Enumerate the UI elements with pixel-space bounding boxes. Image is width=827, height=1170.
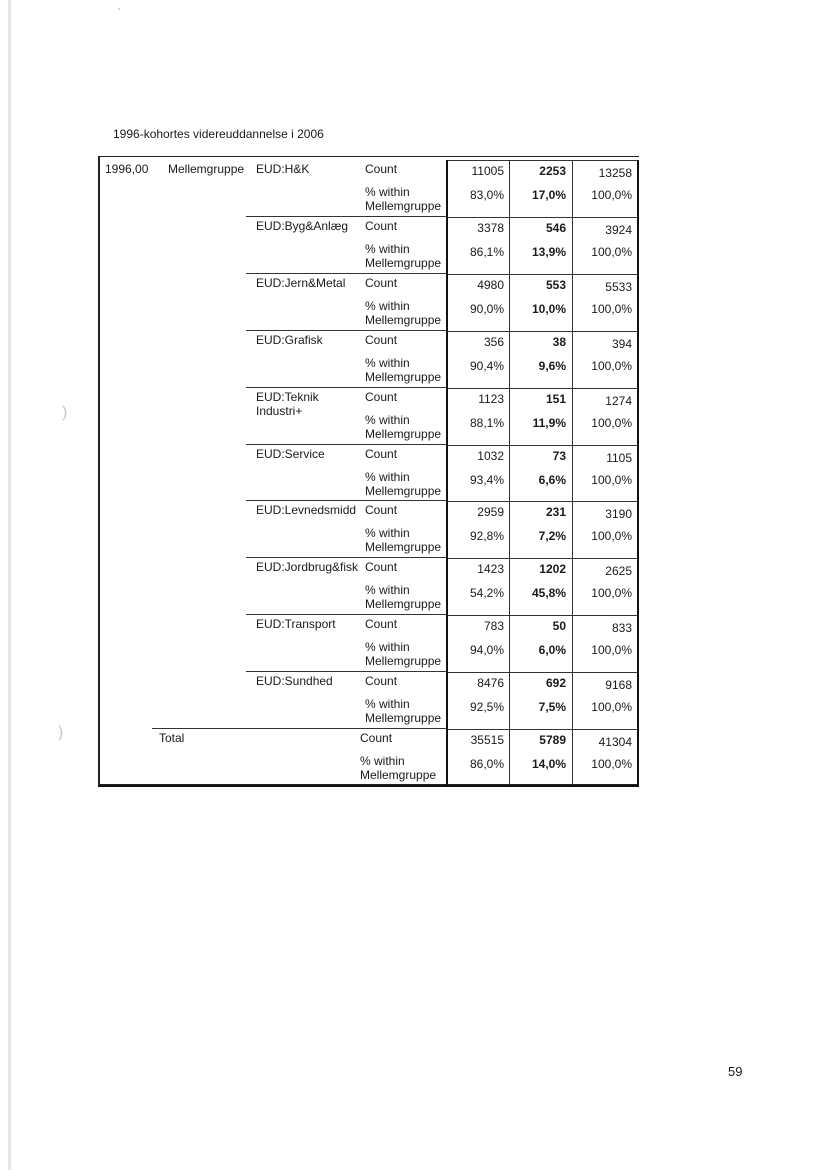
count-value: 9168	[605, 678, 632, 693]
count-value: 11005	[471, 164, 504, 178]
row-variable-label: 1996,00	[105, 162, 149, 176]
count-label: Count	[365, 389, 398, 404]
count-value: 3190	[605, 507, 632, 522]
pct-label: % within	[365, 412, 410, 427]
pct-value: 100,0%	[591, 643, 632, 658]
group-name: EUD:H&K	[256, 162, 310, 176]
count-value: 553	[545, 277, 566, 292]
row-separator	[246, 500, 446, 501]
count-label: Count	[365, 162, 398, 176]
value-column-border	[572, 160, 573, 786]
pct-value: 86,0%	[469, 757, 504, 771]
scan-mark: )	[58, 724, 64, 741]
count-value: 1032	[477, 448, 504, 463]
value-block-top	[446, 672, 638, 673]
count-value: 231	[545, 505, 566, 520]
count-label: Count	[365, 275, 398, 290]
pct-label-unit: Mellemgruppe	[365, 540, 442, 555]
count-label: Count	[365, 617, 398, 632]
count-label: Count	[365, 560, 398, 575]
group-name: EUD:Grafisk	[256, 332, 323, 347]
pct-value: 9,6%	[538, 358, 566, 373]
pct-value: 94,0%	[469, 643, 504, 658]
pct-label: % within	[365, 298, 410, 313]
pct-value: 92,5%	[469, 700, 504, 715]
value-block-top	[446, 558, 638, 559]
row-separator	[246, 273, 446, 274]
group-name: EUD:Sundhed	[256, 674, 333, 689]
page-number: 59	[728, 1064, 743, 1079]
group-name: EUD:Jordbrug&fisk	[256, 560, 359, 575]
pct-label-unit: Mellemgruppe	[360, 768, 437, 782]
pct-value: 11,9%	[532, 415, 566, 430]
table-bottom-border	[98, 785, 639, 787]
count-value: 5533	[605, 279, 632, 294]
row-separator	[246, 387, 446, 388]
pct-value: 17,0%	[531, 188, 566, 202]
pct-label: % within	[365, 355, 410, 370]
pct-value: 13,9%	[531, 244, 566, 259]
pct-label-unit: Mellemgruppe	[365, 426, 442, 441]
value-block-top	[446, 388, 638, 389]
count-value: 2253	[539, 164, 566, 178]
pct-value: 100,0%	[591, 301, 632, 316]
count-value: 394	[611, 336, 632, 351]
count-value: 4980	[477, 277, 504, 292]
value-block-top	[446, 217, 638, 218]
pct-label: % within	[360, 754, 405, 768]
count-value: 8476	[477, 676, 504, 691]
count-label: Count	[365, 332, 398, 347]
group-name: EUD:Levnedsmidd	[256, 503, 357, 518]
pct-label: % within	[365, 526, 410, 541]
pct-label-unit: Mellemgruppe	[365, 597, 442, 612]
pct-value: 7,2%	[538, 529, 566, 544]
pct-label: % within	[365, 185, 410, 199]
count-value: 35515	[470, 733, 504, 747]
pct-value: 100,0%	[591, 586, 632, 601]
pct-label-unit: Mellemgruppe	[365, 711, 442, 726]
value-block-top	[446, 445, 638, 446]
pct-label: % within	[365, 697, 410, 712]
page-title: 1996-kohortes videreuddannelse i 2006	[113, 127, 324, 141]
value-column-border	[637, 160, 639, 786]
value-column-border	[446, 160, 448, 786]
pct-label: % within	[365, 640, 410, 655]
count-label: Count	[365, 446, 398, 461]
count-value: 41304	[598, 735, 632, 749]
pct-label-unit: Mellemgruppe	[365, 369, 442, 384]
value-block-top	[446, 160, 638, 161]
row-separator	[246, 557, 446, 558]
pct-value: 6,6%	[538, 472, 566, 487]
scan-edge	[8, 0, 11, 1170]
value-block-top	[446, 501, 638, 502]
count-value: 38	[552, 334, 566, 349]
pct-value: 90,0%	[469, 301, 504, 316]
count-value: 2959	[477, 505, 504, 520]
row-separator	[246, 216, 446, 217]
count-value: 1423	[477, 562, 504, 577]
count-label: Count	[365, 218, 398, 233]
count-value: 783	[483, 619, 504, 634]
row-separator	[246, 444, 446, 445]
value-column-border	[509, 160, 510, 786]
count-value: 2625	[605, 564, 632, 579]
pct-value: 100,0%	[591, 757, 632, 771]
pct-label: % within	[365, 241, 410, 256]
group-variable-label: Mellemgruppe	[168, 162, 245, 176]
pct-value: 7,5%	[538, 700, 566, 715]
count-value: 1123	[478, 391, 504, 406]
pct-value: 45,8%	[531, 586, 566, 601]
pct-value: 83,0%	[469, 188, 504, 202]
pct-value: 92,8%	[469, 529, 504, 544]
group-name: EUD:Service	[256, 446, 325, 461]
count-label: Count	[360, 731, 393, 745]
count-value: 1202	[539, 562, 566, 577]
count-value: 692	[545, 676, 566, 691]
count-value: 73	[552, 448, 566, 463]
pct-value: 100,0%	[591, 188, 632, 202]
pct-label-unit: Mellemgruppe	[365, 255, 442, 270]
count-value: 833	[611, 621, 632, 636]
count-label: Count	[365, 503, 398, 518]
pct-value: 6,0%	[538, 643, 566, 658]
pct-value: 100,0%	[591, 472, 632, 487]
pct-value: 100,0%	[591, 529, 632, 544]
group-name: EUD:Byg&Anlæg	[256, 218, 349, 233]
count-value: 3924	[605, 222, 632, 237]
pct-value: 100,0%	[591, 358, 632, 373]
count-value: 1274	[605, 393, 632, 408]
total-label: Total	[159, 731, 185, 745]
pct-value: 90,4%	[469, 358, 504, 373]
count-value: 50	[552, 619, 566, 634]
pct-value: 86,1%	[469, 244, 504, 259]
count-value: 151	[545, 391, 566, 406]
pct-label-unit: Mellemgruppe	[365, 199, 442, 213]
value-block-top	[446, 615, 638, 616]
pct-value: 10,0%	[531, 301, 566, 316]
row-separator	[246, 330, 446, 331]
value-block-top	[446, 331, 638, 332]
pct-value: 100,0%	[591, 700, 632, 715]
count-value: 546	[545, 220, 566, 235]
value-block-top	[446, 729, 638, 730]
scan-mark: )	[62, 404, 68, 421]
count-label: Count	[365, 674, 398, 689]
pct-value: 100,0%	[591, 415, 632, 430]
count-value: 3378	[477, 220, 504, 235]
group-name: EUD:Transport	[256, 617, 336, 632]
pct-value: 93,4%	[469, 472, 504, 487]
scan-speck	[118, 8, 120, 10]
pct-label-unit: Mellemgruppe	[365, 312, 442, 327]
count-value: 1105	[606, 450, 632, 465]
row-separator	[246, 671, 446, 672]
pct-label-unit: Mellemgruppe	[365, 483, 442, 498]
pct-label: % within	[365, 469, 410, 484]
group-name: EUD:Jern&Metal	[256, 275, 346, 290]
value-block-top	[446, 274, 638, 275]
count-value: 5789	[539, 733, 566, 747]
pct-value: 54,2%	[469, 586, 504, 601]
pct-value: 14,0%	[531, 757, 566, 771]
row-separator	[246, 614, 446, 615]
pct-value: 88,1%	[469, 415, 504, 430]
row-separator	[152, 728, 446, 729]
pct-label: % within	[365, 583, 410, 598]
pct-value: 100,0%	[591, 244, 632, 259]
count-value: 13258	[598, 166, 632, 180]
pct-label-unit: Mellemgruppe	[365, 654, 442, 669]
count-value: 356	[483, 334, 504, 349]
group-name: EUD:Teknik Industri+	[256, 389, 319, 418]
